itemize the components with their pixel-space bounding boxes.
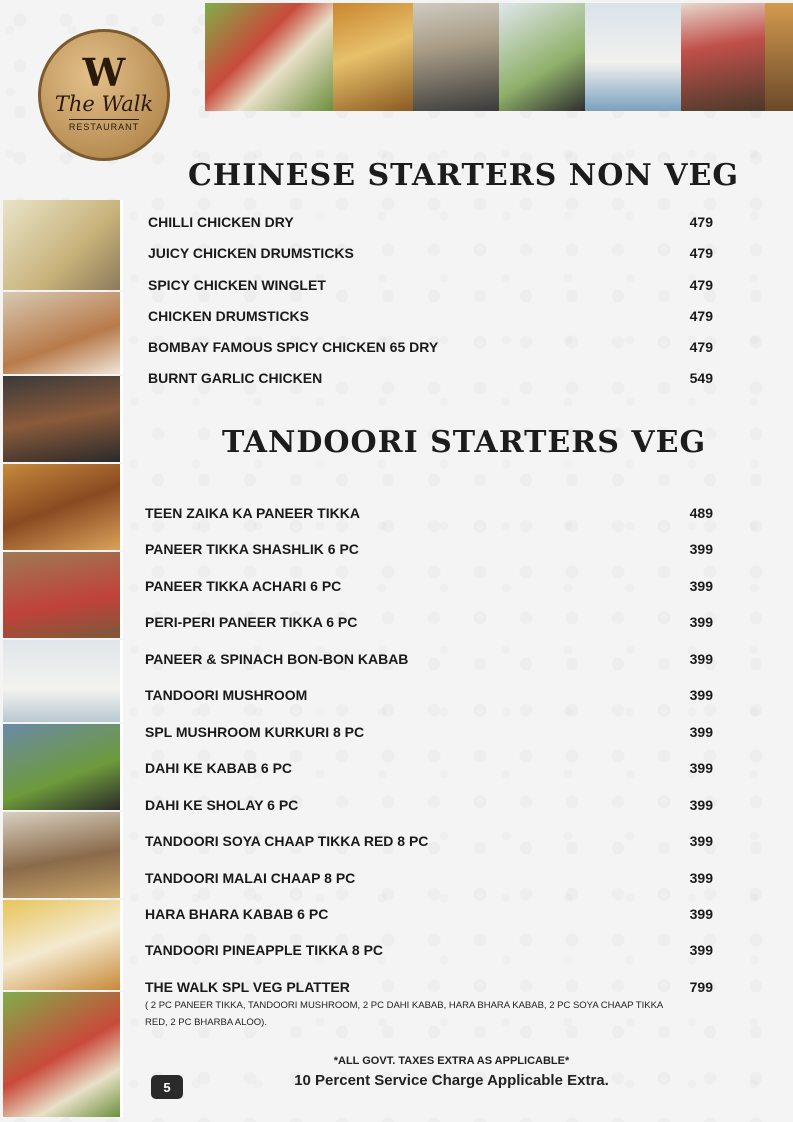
fries-side-photo [3, 464, 123, 550]
menu-item-price: 399 [689, 906, 713, 922]
menu-item-name: TANDOORI MALAI CHAAP 8 PC [145, 870, 356, 886]
left-food-photo-strip [3, 200, 120, 1117]
mashed-potato-photo [3, 200, 123, 290]
menu-item-price: 479 [689, 339, 713, 355]
grilled-chicken-photo [3, 292, 123, 374]
menu-item-name: BOMBAY FAMOUS SPICY CHICKEN 65 DRY [148, 339, 439, 355]
menu-item-price: 399 [689, 541, 713, 557]
menu-item [145, 724, 715, 746]
restaurant-logo [38, 29, 170, 161]
menu-item-price: 479 [689, 245, 713, 261]
menu-item-price: 479 [689, 214, 713, 230]
dish-photo [681, 3, 768, 111]
menu-item [145, 687, 715, 709]
logo-subtitle: RESTAURANT [69, 119, 139, 132]
service-charge-note: 10 Percent Service Charge Applicable Extra. [294, 1072, 609, 1089]
menu-item [148, 339, 715, 361]
menu-item-price: 399 [689, 578, 713, 594]
menu-item [148, 245, 715, 267]
menu-item-name: TANDOORI MUSHROOM [145, 687, 308, 703]
menu-item-name: CHICKEN DRUMSTICKS [148, 308, 309, 324]
salad-photo [205, 3, 336, 111]
menu-item-description: ( 2 PC PANEER TIKKA, TANDOORI MUSHROOM, 2 PC DAHI KABAB, HARA BHARA KABAB, 2 PC SOYA CHAAP TIKKA RED, 2 PC BHARBA ALOO). [145, 1000, 663, 1028]
greens-photo [499, 3, 588, 111]
menu-item-name: BURNT GARLIC CHICKEN [148, 370, 323, 386]
menu-item-name: TANDOORI PINEAPPLE TIKKA 8 PC [145, 942, 384, 958]
menu-item-price: 399 [689, 724, 713, 740]
top-food-photo-strip [205, 3, 793, 111]
menu-item-name: HARA BHARA KABAB 6 PC [145, 906, 329, 922]
menu-item [148, 277, 715, 299]
menu-item [148, 214, 715, 236]
mushroom-photo [413, 3, 502, 111]
menu-item-name: PANEER TIKKA SHASHLIK 6 PC [145, 541, 359, 557]
menu-item-price: 549 [689, 370, 713, 386]
menu-item [148, 370, 715, 392]
menu-item [145, 505, 715, 527]
menu-item-price: 399 [689, 797, 713, 813]
menu-item [145, 797, 715, 819]
fries-photo [333, 3, 416, 111]
logo-name: The Walk [54, 91, 154, 116]
menu-item-price: 399 [689, 760, 713, 776]
menu-item-name: THE WALK SPL VEG PLATTER [145, 979, 350, 995]
menu-item-name: PANEER TIKKA ACHARI 6 PC [145, 578, 342, 594]
menu-item [145, 541, 715, 563]
menu-item-price: 489 [689, 505, 713, 521]
menu-item [145, 833, 715, 855]
menu-item [145, 870, 715, 892]
menu-item-name: CHILLI CHICKEN DRY [148, 214, 294, 230]
bread-photo [3, 376, 123, 462]
menu-item-name: SPL MUSHROOM KURKURI 8 PC [145, 724, 365, 740]
menu-item-name: DAHI KE KABAB 6 PC [145, 760, 293, 776]
menu-item-price: 799 [689, 979, 713, 995]
lemon-photo [3, 900, 123, 990]
menu-item [145, 942, 715, 964]
yogurt-photo [3, 640, 123, 722]
menu-item-name: TEEN ZAIKA KA PANEER TIKKA [145, 505, 360, 521]
tax-note: *ALL GOVT. TAXES EXTRA AS APPLICABLE* [333, 1055, 570, 1067]
page-number-badge: 5 [151, 1075, 183, 1099]
menu-item-name: SPICY CHICKEN WINGLET [148, 277, 326, 293]
menu-item-name: TANDOORI SOYA CHAAP TIKKA RED 8 PC [145, 833, 429, 849]
menu-item-name: PANEER & SPINACH BON-BON KABAB [145, 651, 409, 667]
menu-item-price: 399 [689, 687, 713, 703]
menu-item [145, 614, 715, 636]
menu-item [148, 308, 715, 330]
menu-item-price: 399 [689, 833, 713, 849]
menu-item-price: 479 [689, 308, 713, 324]
menu-item-price: 399 [689, 942, 713, 958]
dip-photo [585, 3, 684, 111]
menu-item-price: 399 [689, 651, 713, 667]
menu-item-price: 399 [689, 614, 713, 630]
menu-item [145, 651, 715, 673]
section-title-tandoori-starters: TANDOORI STARTERS VEG [222, 425, 707, 460]
mushroom-plate-photo [3, 812, 123, 898]
menu-item-name: PERI-PERI PANEER TIKKA 6 PC [145, 614, 358, 630]
menu-item [145, 760, 715, 782]
salad-bowl-photo [3, 724, 123, 810]
menu-item [145, 906, 715, 928]
edge-photo [765, 3, 793, 111]
menu-item-name: JUICY CHICKEN DRUMSTICKS [148, 245, 354, 261]
bbq-photo [3, 552, 123, 638]
section-title-chinese-starters: CHINESE STARTERS NON VEG [188, 158, 739, 193]
menu-item-name: DAHI KE SHOLAY 6 PC [145, 797, 299, 813]
menu-item-price: 479 [689, 277, 713, 293]
logo-letter: W [82, 49, 126, 95]
menu-item [145, 578, 715, 600]
menu-item-price: 399 [689, 870, 713, 886]
